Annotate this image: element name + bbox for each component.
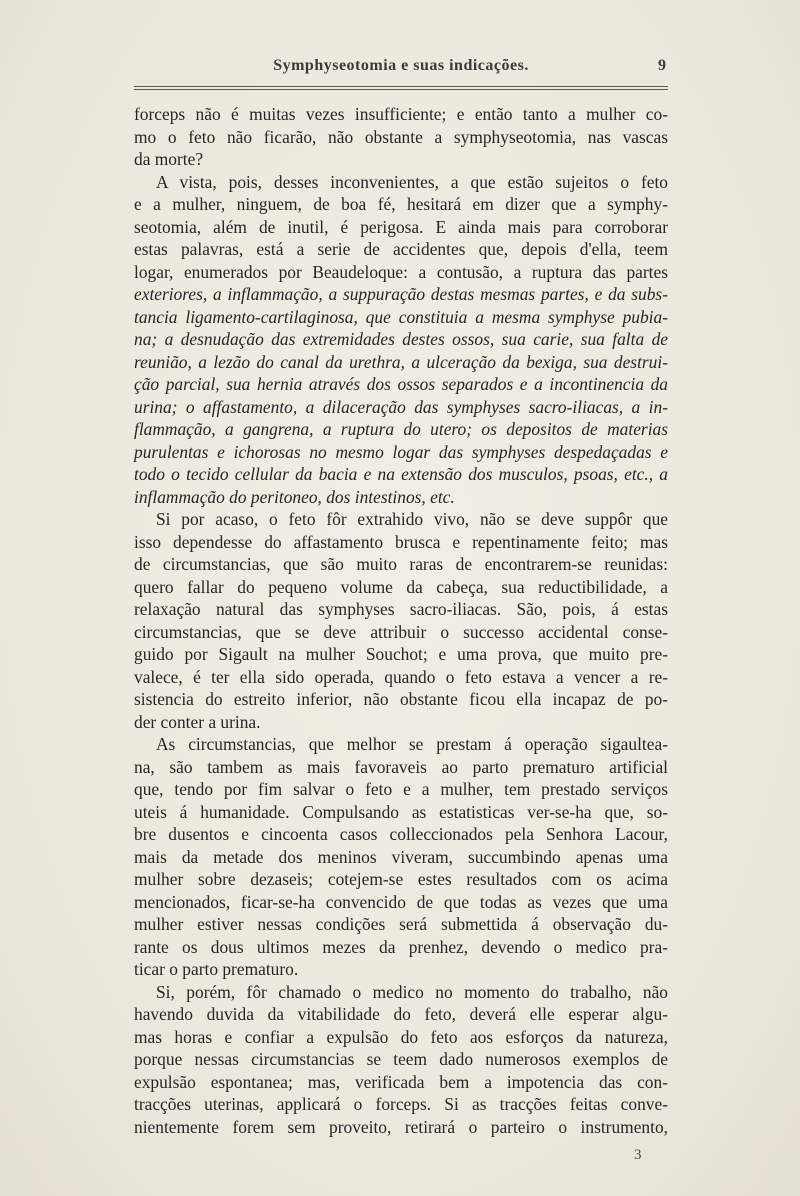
header-rule-top [134, 86, 668, 87]
text-line: ticar o parto prematuro. [134, 959, 299, 979]
text-line: na; a desnudação das extremidades destes ossos, sua carie, sua falta de [134, 329, 668, 349]
header-rule-bottom [134, 89, 668, 90]
text-line: forceps não é muitas vezes insufficiente; e então tanto a mulher co- [134, 104, 668, 124]
text-line: bre dusentos e cincoenta casos colleccionados pela Senhora Lacour, [134, 824, 668, 844]
text-line: e a mulher, ninguem, de boa fé, hesitará em dizer que a symphy- [134, 194, 668, 214]
text-line: mas horas e confiar a expulsão do feto aos esforços da natureza, [134, 1026, 668, 1047]
text-line: seotomia, além de inutil, é perigosa. E ainda mais para corroborar [134, 216, 668, 237]
text-line: da morte? [134, 149, 204, 169]
text-line: ção parcial, sua hernia através dos ossos separados e a incontinencia da [134, 374, 668, 394]
text-line: mencionados, ficar-se-ha convencido de que todas as vezes que uma [134, 891, 668, 912]
text-line: mo o feto não ficarão, não obstante a symphyseotomia, nas vascas [134, 126, 668, 147]
text-line: Si, porém, fôr chamado o medico no momento do trabalho, não [156, 981, 668, 1002]
text-line: mulher estiver nessas condições será submettida á observação du- [134, 914, 668, 934]
text-line: havendo duvida da vitabilidade do feto, deverá elle esperar algu- [134, 1004, 668, 1024]
body-text [134, 103, 668, 1138]
text-line: quero fallar do pequeno volume da cabeça, sua reductibilidade, a [134, 576, 668, 597]
text-line: nientemente forem sem proveito, retirará o parteiro o instrumento, [134, 1116, 668, 1137]
text-line: uteis á humanidade. Compulsando as estatisticas ver-se-ha que, so- [134, 801, 668, 822]
text-line: urina; o affastamento, a dilaceração das symphyses sacro-iliacas, a in- [134, 396, 668, 417]
text-line: isso dependesse do affastamento brusca e repentinamente feito; mas [134, 531, 668, 552]
text-line: porque nessas circumstancias se teem dado numerosos exemplos de [134, 1049, 668, 1069]
text-line: circumstancias, que se deve attribuir o successo accidental conse- [134, 621, 668, 642]
text-line: estas palavras, está a serie de accidentes que, depois d'ella, teem [134, 239, 668, 259]
text-line: sistencia do estreito inferior, não obstante ficou ella incapaz de po- [134, 689, 668, 709]
page-number: 9 [658, 57, 666, 74]
text-line: Si por acaso, o feto fôr extrahido vivo, não se deve suppôr que [156, 509, 668, 529]
text-line: mulher sobre dezaseis; cotejem-se estes resultados com os acima [134, 869, 668, 889]
text-line: reunião, a lezão do canal da urethra, a ulceração da bexiga, sua destrui- [134, 351, 668, 372]
signature-mark: 3 [634, 1147, 642, 1163]
text-line: valece, é ter ella sido operada, quando o feto estava a vencer a re- [134, 666, 668, 687]
text-line: der conter a urina. [134, 711, 261, 732]
text-line: de circumstancias, que são muito raras de encontrarem-se reunidas: [134, 554, 668, 574]
text-line: todo o tecido cellular da bacia e na extensão dos musculos, psoas, etc., a [134, 464, 668, 484]
text-line: inflammação do peritoneo, dos intestinos, etc. [134, 486, 455, 507]
text-line: rante os dous ultimos mezes da prenhez, devendo o medico pra- [134, 936, 668, 957]
text-line: que, tendo por fim salvar o feto e a mulher, tem prestado serviços [134, 779, 668, 799]
text-line: guido por Sigault na mulher Souchot; e uma prova, que muito pre- [134, 644, 668, 664]
running-head [136, 57, 666, 81]
text-line: A vista, pois, desses inconvenientes, a que estão sujeitos o feto [156, 171, 668, 192]
text-line: purulentas e ichorosas no mesmo logar das symphyses despedaçadas e [134, 441, 668, 462]
text-line: tracções uterinas, applicará o forceps. Si as tracções feitas conve- [134, 1094, 668, 1114]
text-line: flammação, a gangrena, a ruptura do utero; os depositos de materias [134, 419, 668, 439]
text-line: tancia ligamento-cartilaginosa, que constituia a mesma symphyse pubia- [134, 306, 668, 327]
text-line: exteriores, a inflammação, a suppuração destas mesmas partes, e da subs- [134, 284, 668, 304]
text-line: mais da metade dos meninos viveram, succumbindo apenas uma [134, 846, 668, 867]
text-line: As circumstancias, que melhor se prestam á operação sigaultea- [156, 734, 668, 754]
text-line: na, são tambem as mais favoraveis ao parto prematuro artificial [134, 756, 668, 777]
text-line: logar, enumerados por Beaudeloque: a contusão, a ruptura das partes [134, 261, 668, 282]
running-title: Symphyseotomia e suas indicações. [273, 57, 529, 74]
text-line: relaxação natural das symphyses sacro-iliacas. São, pois, á estas [134, 599, 668, 619]
text-line: expulsão espontanea; mas, verificada bem a impotencia das con- [134, 1071, 668, 1092]
